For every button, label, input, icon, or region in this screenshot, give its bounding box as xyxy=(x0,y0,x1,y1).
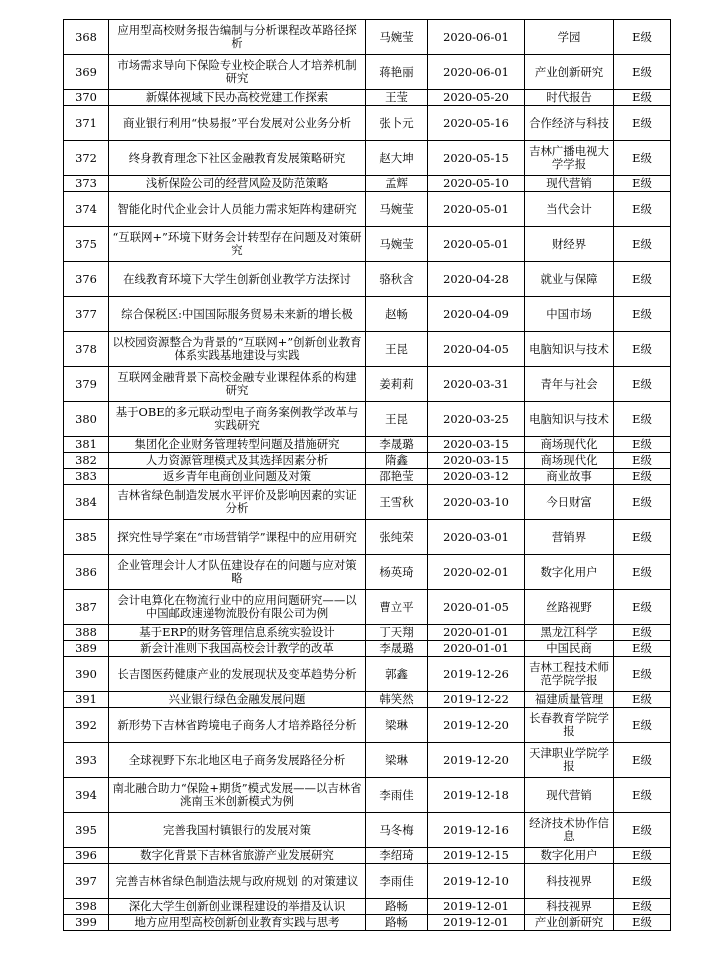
paper-title: 人力资源管理模式及其选择因素分析 xyxy=(109,453,366,469)
author-name: 李绍琦 xyxy=(366,848,428,864)
grade-level: E级 xyxy=(614,778,671,813)
publish-date: 2019-12-22 xyxy=(428,692,525,708)
table-row xyxy=(64,485,671,520)
grade-level: E级 xyxy=(614,813,671,848)
journal-name: 当代会计 xyxy=(525,192,614,227)
author-name: 李雨佳 xyxy=(366,864,428,899)
author-name: 王雪秋 xyxy=(366,485,428,520)
paper-title: 南北融合助力“保险+期货”模式发展——以吉林省洮南玉米创新模式为例 xyxy=(109,778,366,813)
journal-name: 电脑知识与技术 xyxy=(525,332,614,367)
journal-name: 吉林广播电视大学学报 xyxy=(525,141,614,176)
row-number: 394 xyxy=(64,778,109,813)
table-row xyxy=(64,864,671,899)
author-name: 姜莉莉 xyxy=(366,367,428,402)
publish-date: 2020-05-01 xyxy=(428,192,525,227)
author-name: 李晟璐 xyxy=(366,641,428,657)
author-name: 骆秋含 xyxy=(366,262,428,297)
grade-level: E级 xyxy=(614,469,671,485)
table-row xyxy=(64,297,671,332)
journal-name: 现代营销 xyxy=(525,778,614,813)
paper-title: 新媒体视域下民办高校党建工作探索 xyxy=(109,90,366,106)
publish-date: 2020-04-28 xyxy=(428,262,525,297)
publish-date: 2019-12-26 xyxy=(428,657,525,692)
paper-title: 新形势下吉林省跨境电子商务人才培养路径分析 xyxy=(109,708,366,743)
publish-date: 2020-01-05 xyxy=(428,590,525,625)
journal-name: 吉林工程技术师范学院学报 xyxy=(525,657,614,692)
author-name: 杨英琦 xyxy=(366,555,428,590)
table-row xyxy=(64,332,671,367)
row-number: 371 xyxy=(64,106,109,141)
grade-level: E级 xyxy=(614,864,671,899)
grade-level: E级 xyxy=(614,176,671,192)
table-row xyxy=(64,262,671,297)
journal-name: 天津职业学院学报 xyxy=(525,743,614,778)
row-number: 386 xyxy=(64,555,109,590)
journal-name: 科技视界 xyxy=(525,864,614,899)
table-row xyxy=(64,469,671,485)
author-name: 梁琳 xyxy=(366,743,428,778)
table-row xyxy=(64,743,671,778)
publish-date: 2020-02-01 xyxy=(428,555,525,590)
author-name: 曹立平 xyxy=(366,590,428,625)
publish-date: 2020-04-09 xyxy=(428,297,525,332)
row-number: 369 xyxy=(64,55,109,90)
author-name: 邵艳莹 xyxy=(366,469,428,485)
table-row xyxy=(64,367,671,402)
table-row xyxy=(64,813,671,848)
journal-name: 现代营销 xyxy=(525,176,614,192)
publish-date: 2020-03-31 xyxy=(428,367,525,402)
grade-level: E级 xyxy=(614,192,671,227)
paper-title: 数字化背景下吉林省旅游产业发展研究 xyxy=(109,848,366,864)
paper-title: 基于OBE的多元联动型电子商务案例教学改革与实践研究 xyxy=(109,402,366,437)
journal-name: 数字化用户 xyxy=(525,848,614,864)
grade-level: E级 xyxy=(614,915,671,931)
author-name: 马婉莹 xyxy=(366,227,428,262)
row-number: 379 xyxy=(64,367,109,402)
grade-level: E级 xyxy=(614,708,671,743)
author-name: 蒋艳丽 xyxy=(366,55,428,90)
row-number: 377 xyxy=(64,297,109,332)
table-row xyxy=(64,453,671,469)
paper-title: 地方应用型高校创新创业教育实践与思考 xyxy=(109,915,366,931)
journal-name: 产业创新研究 xyxy=(525,915,614,931)
paper-title: 返乡青年电商创业问题及对策 xyxy=(109,469,366,485)
publish-date: 2019-12-10 xyxy=(428,864,525,899)
row-number: 387 xyxy=(64,590,109,625)
journal-name: 商场现代化 xyxy=(525,453,614,469)
journal-name: 数字化用户 xyxy=(525,555,614,590)
publish-date: 2020-03-12 xyxy=(428,469,525,485)
journal-name: 黑龙江科学 xyxy=(525,625,614,641)
journal-name: 就业与保障 xyxy=(525,262,614,297)
table-row xyxy=(64,708,671,743)
author-name: 赵大坤 xyxy=(366,141,428,176)
author-name: 路畅 xyxy=(366,899,428,915)
grade-level: E级 xyxy=(614,520,671,555)
table-row xyxy=(64,625,671,641)
row-number: 382 xyxy=(64,453,109,469)
grade-level: E级 xyxy=(614,262,671,297)
row-number: 398 xyxy=(64,899,109,915)
journal-name: 今日财富 xyxy=(525,485,614,520)
publish-date: 2020-06-01 xyxy=(428,55,525,90)
author-name: 马婉莹 xyxy=(366,20,428,55)
table-row xyxy=(64,641,671,657)
publish-date: 2020-06-01 xyxy=(428,20,525,55)
row-number: 374 xyxy=(64,192,109,227)
publish-date: 2020-01-01 xyxy=(428,641,525,657)
table-row xyxy=(64,55,671,90)
paper-title: 全球视野下东北地区电子商务发展路径分析 xyxy=(109,743,366,778)
journal-name: 财经界 xyxy=(525,227,614,262)
author-name: 孟辉 xyxy=(366,176,428,192)
paper-title: 应用型高校财务报告编制与分析课程改革路径探析 xyxy=(109,20,366,55)
table-row xyxy=(64,141,671,176)
table-row xyxy=(64,555,671,590)
paper-title: 企业管理会计人才队伍建设存在的问题与应对策略 xyxy=(109,555,366,590)
row-number: 392 xyxy=(64,708,109,743)
grade-level: E级 xyxy=(614,367,671,402)
table-row xyxy=(64,692,671,708)
row-number: 391 xyxy=(64,692,109,708)
grade-level: E级 xyxy=(614,641,671,657)
publish-date: 2020-03-10 xyxy=(428,485,525,520)
paper-title: 完善吉林省绿色制造法规与政府规划 的对策建议 xyxy=(109,864,366,899)
row-number: 396 xyxy=(64,848,109,864)
author-name: 马冬梅 xyxy=(366,813,428,848)
paper-list-body xyxy=(64,20,671,931)
grade-level: E级 xyxy=(614,332,671,367)
grade-level: E级 xyxy=(614,692,671,708)
grade-level: E级 xyxy=(614,657,671,692)
row-number: 381 xyxy=(64,437,109,453)
publish-date: 2019-12-15 xyxy=(428,848,525,864)
publish-date: 2019-12-01 xyxy=(428,899,525,915)
author-name: 隋鑫 xyxy=(366,453,428,469)
publish-date: 2019-12-20 xyxy=(428,743,525,778)
publish-date: 2019-12-16 xyxy=(428,813,525,848)
table-row xyxy=(64,106,671,141)
author-name: 王昆 xyxy=(366,402,428,437)
table-row xyxy=(64,20,671,55)
paper-title: 终身教育理念下社区金融教育发展策略研究 xyxy=(109,141,366,176)
paper-title: 在线教育环境下大学生创新创业教学方法探讨 xyxy=(109,262,366,297)
journal-name: 经济技术协作信息 xyxy=(525,813,614,848)
row-number: 380 xyxy=(64,402,109,437)
row-number: 393 xyxy=(64,743,109,778)
table-row xyxy=(64,915,671,931)
grade-level: E级 xyxy=(614,55,671,90)
journal-name: 时代报告 xyxy=(525,90,614,106)
table-row xyxy=(64,437,671,453)
row-number: 390 xyxy=(64,657,109,692)
journal-name: 丝路视野 xyxy=(525,590,614,625)
paper-title: 基于ERP的财务管理信息系统实验设计 xyxy=(109,625,366,641)
author-name: 李雨佳 xyxy=(366,778,428,813)
row-number: 397 xyxy=(64,864,109,899)
grade-level: E级 xyxy=(614,743,671,778)
row-number: 378 xyxy=(64,332,109,367)
journal-name: 中国市场 xyxy=(525,297,614,332)
journal-name: 福建质量管理 xyxy=(525,692,614,708)
grade-level: E级 xyxy=(614,485,671,520)
row-number: 372 xyxy=(64,141,109,176)
publish-date: 2019-12-01 xyxy=(428,915,525,931)
publish-date: 2020-01-01 xyxy=(428,625,525,641)
paper-title: 会计电算化在物流行业中的应用问题研究——以中国邮政速递物流股份有限公司为例 xyxy=(109,590,366,625)
paper-title: 浅析保险公司的经营风险及防范策略 xyxy=(109,176,366,192)
journal-name: 合作经济与科技 xyxy=(525,106,614,141)
row-number: 368 xyxy=(64,20,109,55)
paper-title: 集团化企业财务管理转型问题及措施研究 xyxy=(109,437,366,453)
row-number: 385 xyxy=(64,520,109,555)
journal-name: 营销界 xyxy=(525,520,614,555)
paper-title: 互联网金融背景下高校金融专业课程体系的构建研究 xyxy=(109,367,366,402)
author-name: 王莹 xyxy=(366,90,428,106)
row-number: 370 xyxy=(64,90,109,106)
journal-name: 商场现代化 xyxy=(525,437,614,453)
publish-date: 2020-05-16 xyxy=(428,106,525,141)
paper-title: 长吉图医药健康产业的发展现状及变革趋势分析 xyxy=(109,657,366,692)
grade-level: E级 xyxy=(614,90,671,106)
grade-level: E级 xyxy=(614,625,671,641)
publish-date: 2019-12-20 xyxy=(428,708,525,743)
grade-level: E级 xyxy=(614,106,671,141)
grade-level: E级 xyxy=(614,437,671,453)
table-row xyxy=(64,520,671,555)
grade-level: E级 xyxy=(614,899,671,915)
paper-title: 以校园资源整合为背景的“互联网+”创新创业教育体系实践基地建设与实践 xyxy=(109,332,366,367)
journal-name: 青年与社会 xyxy=(525,367,614,402)
row-number: 376 xyxy=(64,262,109,297)
table-row xyxy=(64,402,671,437)
paper-title: 新会计准则下我国高校会计教学的改革 xyxy=(109,641,366,657)
paper-title: 综合保税区:中国国际服务贸易未来新的增长极 xyxy=(109,297,366,332)
journal-name: 长春教育学院学报 xyxy=(525,708,614,743)
publish-date: 2020-05-15 xyxy=(428,141,525,176)
row-number: 373 xyxy=(64,176,109,192)
publish-date: 2020-03-25 xyxy=(428,402,525,437)
row-number: 384 xyxy=(64,485,109,520)
author-name: 张纯荣 xyxy=(366,520,428,555)
row-number: 389 xyxy=(64,641,109,657)
paper-title: 探究性导学案在“市场营销学”课程中的应用研究 xyxy=(109,520,366,555)
paper-title: “互联网+”环境下财务会计转型存在问题及对策研究 xyxy=(109,227,366,262)
journal-name: 电脑知识与技术 xyxy=(525,402,614,437)
table-row xyxy=(64,590,671,625)
author-name: 王昆 xyxy=(366,332,428,367)
author-name: 张卜元 xyxy=(366,106,428,141)
paper-title: 完善我国村镇银行的发展对策 xyxy=(109,813,366,848)
publish-date: 2020-03-15 xyxy=(428,437,525,453)
paper-list-table xyxy=(63,19,671,931)
author-name: 路畅 xyxy=(366,915,428,931)
row-number: 399 xyxy=(64,915,109,931)
table-row xyxy=(64,227,671,262)
paper-title: 吉林省绿色制造发展水平评价及影响因素的实证分析 xyxy=(109,485,366,520)
author-name: 李晟璐 xyxy=(366,437,428,453)
journal-name: 商业故事 xyxy=(525,469,614,485)
publish-date: 2020-05-10 xyxy=(428,176,525,192)
journal-name: 中国民商 xyxy=(525,641,614,657)
paper-title: 智能化时代企业会计人员能力需求矩阵构建研究 xyxy=(109,192,366,227)
table-row xyxy=(64,848,671,864)
author-name: 梁琳 xyxy=(366,708,428,743)
table-row xyxy=(64,90,671,106)
publish-date: 2020-04-05 xyxy=(428,332,525,367)
table-row xyxy=(64,899,671,915)
grade-level: E级 xyxy=(614,555,671,590)
author-name: 韩笑然 xyxy=(366,692,428,708)
author-name: 赵畅 xyxy=(366,297,428,332)
row-number: 375 xyxy=(64,227,109,262)
row-number: 395 xyxy=(64,813,109,848)
grade-level: E级 xyxy=(614,590,671,625)
paper-title: 市场需求导向下保险专业校企联合人才培养机制研究 xyxy=(109,55,366,90)
table-row xyxy=(64,176,671,192)
paper-title: 兴业银行绿色金融发展问题 xyxy=(109,692,366,708)
row-number: 388 xyxy=(64,625,109,641)
grade-level: E级 xyxy=(614,20,671,55)
author-name: 丁天翔 xyxy=(366,625,428,641)
journal-name: 产业创新研究 xyxy=(525,55,614,90)
paper-title: 深化大学生创新创业课程建设的举措及认识 xyxy=(109,899,366,915)
publish-date: 2020-03-15 xyxy=(428,453,525,469)
table-row xyxy=(64,778,671,813)
author-name: 马婉莹 xyxy=(366,192,428,227)
author-name: 郭鑫 xyxy=(366,657,428,692)
grade-level: E级 xyxy=(614,402,671,437)
grade-level: E级 xyxy=(614,453,671,469)
grade-level: E级 xyxy=(614,141,671,176)
row-number: 383 xyxy=(64,469,109,485)
table-row xyxy=(64,192,671,227)
publish-date: 2020-05-20 xyxy=(428,90,525,106)
grade-level: E级 xyxy=(614,297,671,332)
table-row xyxy=(64,657,671,692)
publish-date: 2019-12-18 xyxy=(428,778,525,813)
grade-level: E级 xyxy=(614,848,671,864)
journal-name: 学园 xyxy=(525,20,614,55)
publish-date: 2020-03-01 xyxy=(428,520,525,555)
grade-level: E级 xyxy=(614,227,671,262)
journal-name: 科技视界 xyxy=(525,899,614,915)
paper-title: 商业银行利用“快易报”平台发展对公业务分析 xyxy=(109,106,366,141)
publish-date: 2020-05-01 xyxy=(428,227,525,262)
